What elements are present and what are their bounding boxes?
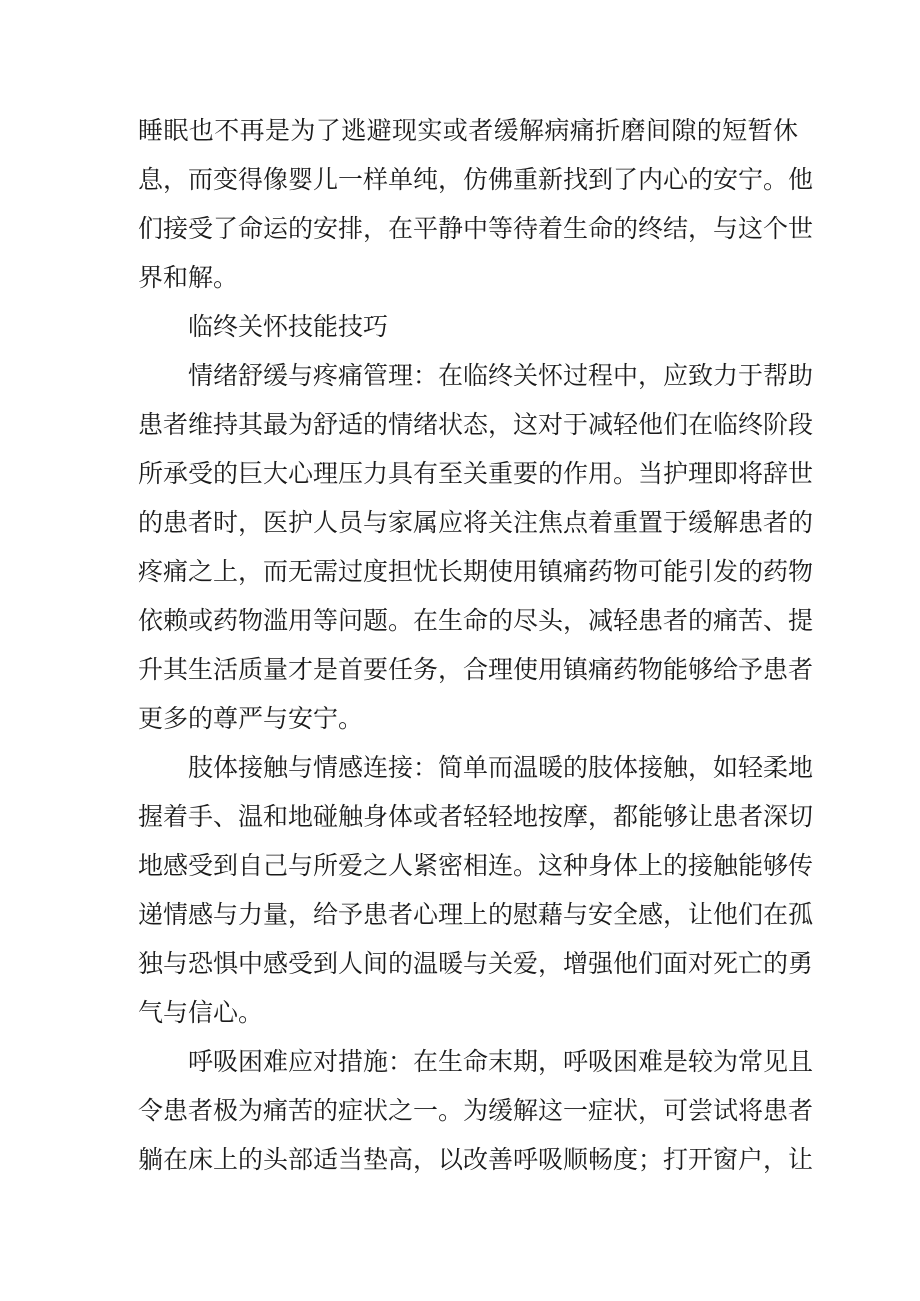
paragraph-line: 更多的尊严与安宁。 [138, 704, 364, 733]
paragraph-line: 息，而变得像婴儿一样单纯，仿佛重新找到了内心的安宁。他 [138, 165, 814, 194]
paragraph-line: 睡眠也不再是为了逃避现实或者缓解病痛折磨间隙的短暂休 [138, 116, 798, 145]
paragraph-line: 疼痛之上，而无需过度担忧长期使用镇痛药物可能引发的药物 [138, 557, 814, 586]
paragraph-line: 呼吸困难应对措施：在生命末期，呼吸困难是较为常见且 [188, 1047, 814, 1076]
paragraph-line: 患者维持其最为舒适的情绪状态，这对于减轻他们在临终阶段 [138, 410, 814, 439]
paragraph-line: 地感受到自己与所爱之人紧密相连。这种身体上的接触能够传 [138, 851, 814, 880]
paragraph-line: 所承受的巨大心理压力具有至关重要的作用。当护理即将辞世 [138, 459, 814, 488]
paragraph-line: 独与恐惧中感受到人间的温暖与关爱，增强他们面对死亡的勇 [138, 949, 814, 978]
paragraph-line: 躺在床上的头部适当垫高，以改善呼吸顺畅度；打开窗户，让 [138, 1145, 814, 1174]
paragraph-line: 们接受了命运的安排，在平静中等待着生命的终结，与这个世 [138, 214, 814, 243]
section-heading: 临终关怀技能技巧 [188, 312, 389, 341]
paragraph-line: 令患者极为痛苦的症状之一。为缓解这一症状，可尝试将患者 [138, 1096, 814, 1125]
paragraph-line: 依赖或药物滥用等问题。在生命的尽头，减轻患者的痛苦、提 [138, 606, 814, 635]
paragraph-line: 界和解。 [138, 263, 239, 292]
paragraph-line: 升其生活质量才是首要任务，合理使用镇痛药物能够给予患者 [138, 655, 814, 684]
paragraph-line: 递情感与力量，给予患者心理上的慰藉与安全感，让他们在孤 [138, 900, 814, 929]
paragraph-line: 的患者时，医护人员与家属应将关注焦点着重置于缓解患者的 [138, 508, 814, 537]
paragraph-line: 肢体接触与情感连接：简单而温暖的肢体接触，如轻柔地 [188, 753, 814, 782]
paragraph-line: 气与信心。 [138, 998, 264, 1027]
paragraph-line: 情绪舒缓与疼痛管理：在临终关怀过程中，应致力于帮助 [188, 361, 814, 390]
paragraph-line: 握着手、温和地碰触身体或者轻轻地按摩，都能够让患者深切 [138, 802, 814, 831]
